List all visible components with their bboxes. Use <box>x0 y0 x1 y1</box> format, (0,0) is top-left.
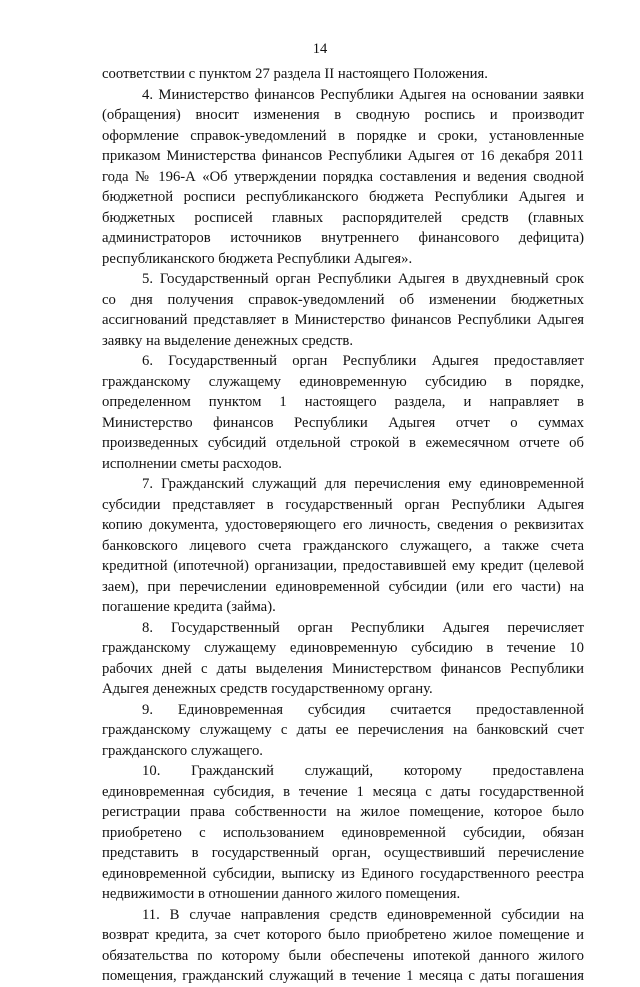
text-line: Министерство финансов Республики Адыгея отчет о суммах <box>102 414 584 431</box>
text-line: года № 196-А «Об утверждении порядка составления и ведения сводной <box>102 168 584 185</box>
text-line: 4. Министерство финансов Республики Адыгея на основании заявки <box>142 86 584 103</box>
text-line: произведенных субсидий отдельной строкой в ежемесячном отчете об <box>102 435 584 451</box>
page-number: 14 <box>312 41 328 57</box>
text-line: возврат кредита, за счет которого было приобретено жилое помещение и <box>102 927 584 943</box>
text-line: определенном пунктом 1 настоящего раздела, и направляет в <box>102 394 584 410</box>
text-line: 10. Гражданский служащий, которому предоставлена <box>142 763 584 779</box>
text-line: рабочих дней с даты выделения Министерством финансов Республики <box>102 660 584 677</box>
text-line: 5. Государственный орган Республики Адыгея в двухдневный срок <box>142 271 584 287</box>
text-line: республиканского бюджета Республики Адыгея». <box>102 250 413 267</box>
text-line: гражданскому служащему с даты ее перечисления на банковский счет <box>102 722 584 738</box>
text-line: 11. В случае направления средств единовременной субсидии на <box>142 906 584 923</box>
document-body <box>102 64 584 987</box>
text-line: заем), при перечислении единовременной субсидии (или его части) на <box>102 578 584 595</box>
text-line: оформление справок-уведомлений в порядке и сроки, установленные <box>102 127 584 144</box>
text-line: 9. Единовременная субсидия считается предоставленной <box>142 701 584 718</box>
text-line: со дня получения справок-уведомлений об изменении бюджетных <box>102 291 584 308</box>
text-line: соответствии с пунктом 27 раздела II настоящего Положения. <box>102 66 488 82</box>
text-line: Адыгея денежных средств государственному органу. <box>102 681 433 697</box>
text-line: гражданскому служащему единовременную субсидию в течение 10 <box>102 640 584 656</box>
text-line: регистрации права собственности на жилое помещение, которое было <box>102 804 584 820</box>
text-line: 8. Государственный орган Республики Адыгея перечисляет <box>142 619 584 636</box>
text-line: погашение кредита (займа). <box>102 599 276 615</box>
text-line: заявку на выделение денежных средств. <box>102 332 354 349</box>
text-line: 6. Государственный орган Республики Адыгея предоставляет <box>142 353 584 369</box>
text-line: обязательства по которому были обеспечены ипотекой данного жилого <box>102 947 584 964</box>
text-line: администраторов источников внутреннего финансового дефицита) <box>102 230 584 246</box>
text-line: ассигнований представляет в Министерство финансов Республики Адыгея <box>102 312 584 328</box>
text-line: гражданскому служащему единовременную субсидию в порядке, <box>102 373 584 390</box>
text-line: банковского лицевого счета гражданского служащего, а также счета <box>102 537 584 554</box>
text-line: единовременная субсидия, в течение 1 месяца с даты государственной <box>102 783 584 800</box>
text-line: 7. Гражданский служащий для перечисления ему единовременной <box>142 476 584 492</box>
text-line: бюджетной росписи республиканского бюджета Республики Адыгея и <box>102 189 584 205</box>
text-line: копию документа, удостоверяющего его личность, сведения о реквизитах <box>102 517 584 533</box>
text-line: единовременной субсидии, выписку из Единого государственного реестра <box>102 865 584 882</box>
text-line: приказом Министерства финансов Республики Адыгея от 16 декабря 2011 <box>102 148 584 164</box>
text-line: бюджетных росписей главных распорядителей средств (главных <box>102 209 584 226</box>
text-line: приобретено с использованием единовременной субсидии, обязан <box>102 824 584 841</box>
text-line: представить в государственный орган, осуществивший перечисление <box>102 845 584 861</box>
text-line: гражданского служащего. <box>102 742 263 759</box>
text-line: субсидии представляет в государственный орган Республики Адыгея <box>102 496 584 513</box>
text-line: недвижимости в отношении данного жилого помещения. <box>102 886 461 902</box>
text-line: (обращения) вносит изменения в сводную роспись и производит <box>102 107 584 123</box>
text-line: исполнении сметы расходов. <box>102 455 282 472</box>
text-line: кредитной (ипотечной) организации, предоставившей ему кредит (целевой <box>102 558 584 574</box>
text-line: помещения, гражданский служащий в течение 1 месяца с даты погашения <box>102 968 584 984</box>
